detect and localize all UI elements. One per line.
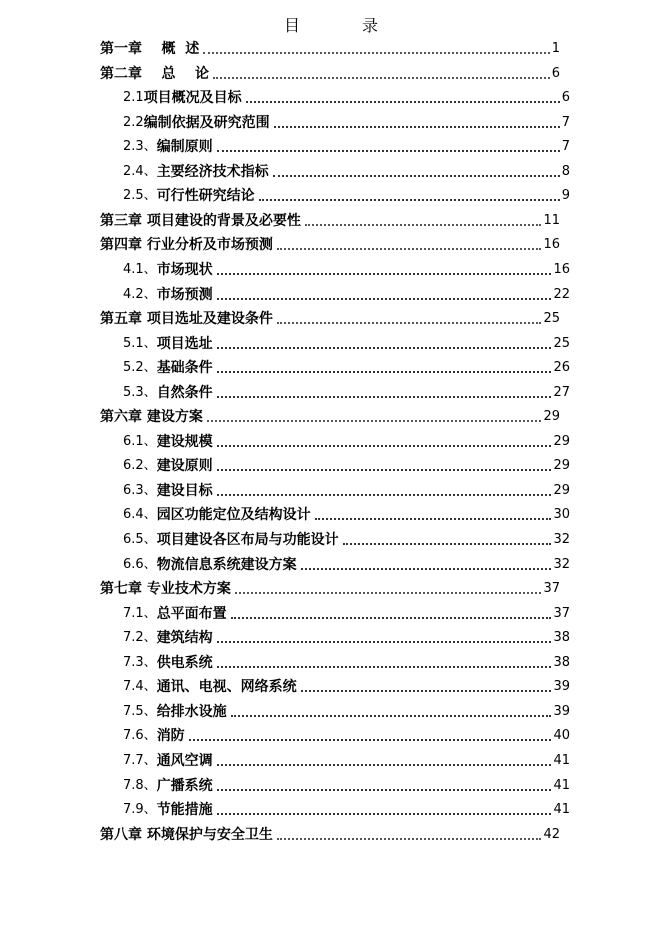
toc-entry-number: 4.2、	[123, 286, 157, 302]
dot-leader	[305, 224, 542, 226]
toc-entry-page: 29	[553, 458, 570, 474]
toc-section-entry	[123, 601, 570, 623]
toc-entry-number: 7.4、	[123, 679, 157, 695]
toc-entry-title: 物流信息系统建设方案	[156, 556, 297, 573]
toc-entry-title: 行业分析及市场预测	[142, 237, 273, 254]
toc-section-entry	[123, 380, 570, 402]
toc-entry-number: 7.3、	[123, 654, 157, 670]
toc-entry-title: 市场预测	[156, 286, 213, 303]
toc-entry-page: 29	[553, 433, 570, 449]
toc-entry-number: 6.2、	[123, 458, 157, 474]
toc-entry-page: 32	[553, 556, 570, 572]
toc-entry-page: 42	[543, 826, 560, 842]
dot-leader	[217, 347, 552, 349]
toc-entry-number: 7.2、	[123, 630, 157, 646]
dot-leader	[217, 813, 552, 815]
toc-entry-page: 41	[553, 777, 570, 793]
dot-leader	[246, 101, 560, 103]
toc-entry-number: 6.3、	[123, 482, 157, 498]
toc-entry-page: 27	[553, 384, 570, 400]
toc-chapter-entry	[100, 61, 560, 83]
toc-entry-number: 第六章	[100, 409, 142, 426]
dot-leader	[217, 298, 552, 300]
toc-entry-page: 41	[553, 752, 570, 768]
toc-title-right: 录	[362, 16, 379, 35]
toc-entry-page: 1	[551, 41, 560, 56]
toc-entry-number: 第二章	[100, 65, 142, 82]
toc-entry-title: 总 论	[142, 65, 209, 82]
toc-entry-page: 29	[553, 482, 570, 498]
toc-entry-page: 9	[561, 188, 570, 204]
dot-leader	[189, 739, 552, 741]
toc-entry-page: 38	[553, 630, 570, 646]
toc-entry-title: 项目选址及建设条件	[142, 311, 273, 328]
toc-section-entry	[123, 134, 570, 156]
toc-section-entry	[123, 552, 570, 574]
toc-entry-page: 7	[561, 139, 570, 155]
toc-section-entry	[123, 355, 570, 377]
dot-leader	[277, 322, 542, 324]
toc-entry-page: 16	[553, 261, 570, 277]
dot-leader	[277, 248, 542, 250]
toc-entry-title: 给排水设施	[156, 703, 227, 720]
toc-entry-number: 6.6、	[123, 556, 157, 572]
toc-entry-page: 11	[543, 212, 560, 228]
toc-entry-number: 6.4、	[123, 507, 157, 523]
toc-section-entry	[123, 183, 570, 205]
dot-leader	[213, 77, 550, 79]
toc-title-left: 目	[283, 16, 300, 35]
dot-leader	[217, 273, 552, 275]
toc-entry-number: 4.1、	[123, 261, 157, 277]
toc-chapter-entry	[100, 306, 560, 328]
toc-chapter-entry	[100, 208, 560, 230]
toc-section-entry	[123, 797, 570, 819]
toc-entry-title: 建筑结构	[156, 630, 213, 647]
toc-entry-page: 6	[551, 65, 560, 81]
toc-section-entry	[123, 699, 570, 721]
toc-section-entry	[123, 650, 570, 672]
toc-entry-title: 编制原则	[156, 139, 213, 156]
dot-leader	[217, 666, 552, 668]
toc-entry-title: 项目概况及目标	[143, 90, 242, 107]
dot-leader	[343, 543, 552, 545]
toc-entry-number: 2.3、	[123, 139, 157, 155]
toc-section-entry	[123, 748, 570, 770]
toc-section-entry	[123, 110, 570, 132]
toc-section-entry	[123, 282, 570, 304]
dot-leader	[217, 641, 552, 643]
toc-entry-title: 项目建设的背景及必要性	[142, 212, 301, 229]
toc-entry-title: 项目建设各区布局与功能设计	[156, 532, 339, 548]
toc-section-entry	[123, 331, 570, 353]
dot-leader	[217, 371, 552, 373]
toc-entry-number: 7.8、	[123, 777, 157, 793]
toc-entry-title: 市场现状	[156, 261, 213, 278]
toc-entry-number: 7.1、	[123, 605, 157, 621]
toc-entry-title: 建设规模	[156, 433, 213, 450]
toc-entry-page: 16	[543, 237, 560, 253]
toc-entry-title: 自然条件	[156, 384, 213, 401]
toc-entry-number: 7.6、	[123, 728, 157, 744]
toc-entry-page: 8	[561, 163, 570, 179]
toc-entry-number: 2.2	[123, 114, 144, 130]
toc-entry-number: 第七章	[100, 581, 142, 598]
toc-section-entry	[123, 478, 570, 500]
toc-entry-page: 30	[553, 507, 570, 523]
toc-entry-page: 39	[553, 679, 570, 695]
toc-section-entry	[123, 502, 570, 524]
toc-entry-title: 总平面布置	[156, 605, 227, 622]
dot-leader	[301, 568, 552, 570]
toc-section-entry	[123, 429, 570, 451]
toc-entry-number: 5.1、	[123, 335, 157, 351]
dot-leader	[217, 445, 552, 447]
toc-entry-number: 第三章	[100, 212, 142, 229]
dot-leader	[217, 150, 560, 152]
toc-entry-title: 节能措施	[156, 802, 213, 819]
dot-leader	[277, 838, 542, 840]
dot-leader	[274, 126, 560, 128]
toc-entry-page: 37	[553, 605, 570, 621]
dot-leader	[217, 469, 552, 471]
toc-entry-page: 29	[543, 409, 560, 425]
dot-leader	[217, 764, 552, 766]
toc-entry-number: 6.5、	[123, 532, 157, 547]
toc-entry-number: 7.5、	[123, 703, 157, 719]
toc-entry-title: 概 述	[142, 41, 200, 57]
dot-leader	[217, 396, 552, 398]
toc-entry-title: 广播系统	[156, 777, 213, 794]
dot-leader	[273, 175, 560, 177]
toc-entry-number: 2.5、	[123, 188, 157, 204]
toc-entry-number: 6.1、	[123, 433, 157, 449]
toc-entry-title: 通风空调	[156, 752, 213, 769]
toc-entry-page: 22	[553, 286, 570, 302]
toc-entry-number: 5.3、	[123, 384, 157, 400]
toc-entry-number: 5.2、	[123, 360, 157, 376]
dot-leader	[217, 494, 552, 496]
toc-title	[0, 13, 662, 36]
toc-entry-page: 26	[553, 360, 570, 376]
toc-entry-page: 7	[561, 114, 570, 130]
toc-entry-page: 41	[553, 802, 570, 818]
toc-entry-title: 供电系统	[156, 654, 213, 671]
toc-entry-title: 项目选址	[156, 335, 213, 352]
toc-entry-title: 建设方案	[142, 409, 203, 426]
toc-entry-number: 2.4、	[123, 163, 157, 179]
toc-entry-number: 7.9、	[123, 802, 157, 818]
toc-section-entry	[123, 723, 570, 745]
dot-leader	[231, 617, 552, 619]
toc-entry-title: 建设目标	[156, 482, 213, 499]
toc-section-entry	[123, 625, 570, 647]
dot-leader	[231, 715, 552, 717]
dot-leader	[203, 52, 549, 54]
dot-leader	[301, 690, 552, 692]
toc-section-entry	[123, 257, 570, 279]
toc-chapter-entry	[100, 36, 560, 58]
toc-entry-title: 主要经济技术指标	[156, 163, 269, 180]
toc-entry-number: 第一章	[100, 41, 142, 57]
toc-entry-page: 40	[553, 728, 570, 744]
toc-entry-number: 2.1	[123, 90, 144, 106]
toc-chapter-entry	[100, 232, 560, 254]
toc-chapter-entry	[100, 576, 560, 598]
toc-section-entry	[123, 527, 570, 549]
dot-leader	[259, 199, 560, 201]
toc-entry-title: 消防	[156, 728, 185, 745]
toc-entry-number: 第四章	[100, 237, 142, 254]
toc-entry-title: 可行性研究结论	[156, 188, 255, 205]
toc-entry-title: 基础条件	[156, 360, 213, 377]
toc-entry-number: 第八章	[100, 826, 142, 843]
toc-entry-title: 园区功能定位及结构设计	[156, 507, 311, 524]
toc-entry-page: 32	[553, 532, 570, 547]
dot-leader	[207, 420, 542, 422]
toc-chapter-entry	[100, 404, 560, 426]
dot-leader	[235, 592, 542, 594]
toc-entry-number: 7.7、	[123, 752, 157, 768]
toc-entry-title: 环境保护与安全卫生	[142, 826, 273, 843]
toc-entry-number: 第五章	[100, 311, 142, 328]
toc-entry-page: 39	[553, 703, 570, 719]
toc-entry-page: 6	[561, 90, 570, 106]
dot-leader	[315, 518, 552, 520]
toc-section-entry	[123, 85, 570, 107]
toc-entry-title: 建设原则	[156, 458, 213, 475]
toc-section-entry	[123, 453, 570, 475]
toc-entry-title: 通讯、电视、网络系统	[156, 679, 297, 696]
toc-chapter-entry	[100, 822, 560, 844]
toc-entry-page: 37	[543, 581, 560, 597]
toc-section-entry	[123, 773, 570, 795]
toc-entry-page: 25	[543, 311, 560, 327]
toc-section-entry	[123, 674, 570, 696]
toc-entry-page: 38	[553, 654, 570, 670]
dot-leader	[217, 789, 552, 791]
toc-entry-title: 专业技术方案	[142, 581, 231, 598]
toc-entry-title: 编制依据及研究范围	[143, 114, 270, 131]
toc-section-entry	[123, 159, 570, 181]
toc-entry-page: 25	[553, 335, 570, 351]
